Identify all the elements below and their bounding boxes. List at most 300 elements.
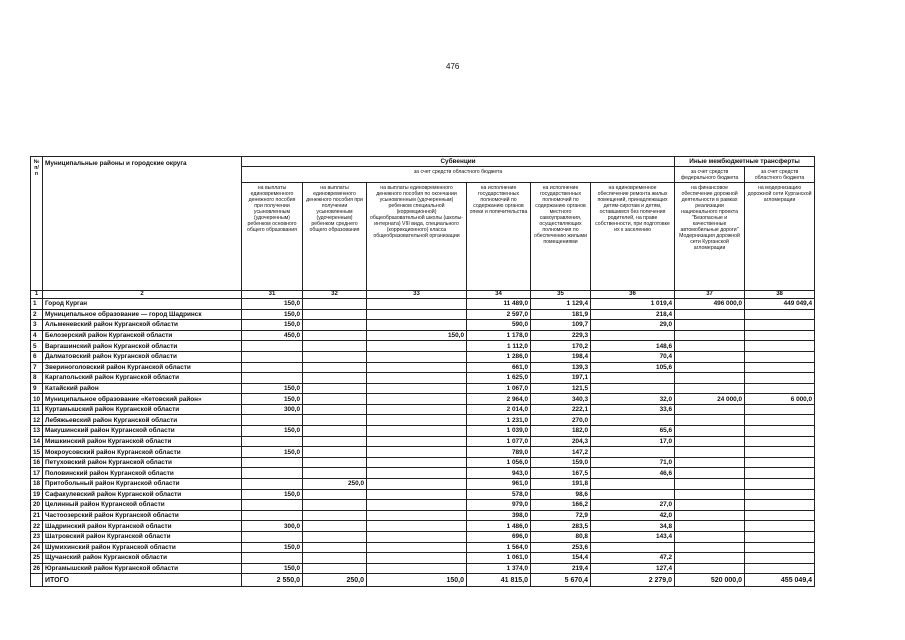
amount-cell: [591, 373, 675, 384]
amount-cell: [367, 404, 467, 415]
total-value: 250,0: [303, 574, 367, 587]
amount-cell: 218,4: [591, 309, 675, 320]
amount-cell: 1 286,0: [467, 351, 531, 362]
amount-cell: [367, 436, 467, 447]
table-row: [31, 426, 815, 437]
amount-cell: 71,0: [591, 457, 675, 468]
amount-cell: [675, 468, 745, 479]
amount-cell: 197,1: [531, 373, 591, 384]
amount-cell: 150,0: [242, 320, 303, 331]
amount-cell: [591, 542, 675, 553]
column-header: на выплаты единовременного денежного пособия по окончании усыновленным (удочеренным) ребенком специальной (коррекционной) общеобразовательной школы (школы-интерната) VIII вида, специального (коррекционного) класса общеобразовательной организации: [367, 182, 467, 290]
amount-cell: 150,0: [242, 489, 303, 500]
municipality-name: Шатровский район Курганской области: [43, 532, 242, 543]
table-row: [31, 362, 815, 373]
table-row: [31, 330, 815, 341]
municipality-name: Притобольный район Курганской области: [43, 479, 242, 490]
municipality-name: Шадринский район Курганской области: [43, 521, 242, 532]
amount-cell: [242, 436, 303, 447]
table-row: [31, 351, 815, 362]
total-value: 41 815,0: [467, 574, 531, 587]
table-row: [31, 394, 815, 405]
amount-cell: [745, 542, 815, 553]
column-number: 33: [367, 290, 467, 298]
page-number: 476: [446, 62, 460, 71]
municipality-name: Альменевский район Курганской области: [43, 320, 242, 331]
column-number: 32: [303, 290, 367, 298]
amount-cell: [242, 510, 303, 521]
row-number: 21: [31, 510, 43, 521]
federal-budget-header: за счет средств федерального бюджета: [675, 167, 745, 183]
amount-cell: [745, 553, 815, 564]
amount-cell: [303, 542, 367, 553]
column-number: 38: [745, 290, 815, 298]
amount-cell: 65,6: [591, 426, 675, 437]
amount-cell: [675, 553, 745, 564]
amount-cell: 1 077,0: [467, 436, 531, 447]
amount-cell: [675, 542, 745, 553]
amount-cell: [303, 341, 367, 352]
column-number-row: [31, 290, 815, 298]
amount-cell: [367, 320, 467, 331]
amount-cell: [242, 362, 303, 373]
amount-cell: [303, 500, 367, 511]
amount-cell: 222,1: [531, 404, 591, 415]
municipality-name: Половинский район Курганской области: [43, 468, 242, 479]
municipality-name: Муниципальное образование — город Шадринск: [43, 309, 242, 320]
amount-cell: [303, 447, 367, 458]
row-number: 18: [31, 479, 43, 490]
amount-cell: 24 000,0: [675, 394, 745, 405]
amount-cell: [367, 521, 467, 532]
amount-cell: [303, 298, 367, 309]
table-body: [31, 298, 815, 573]
table-row: [31, 457, 815, 468]
amount-cell: [745, 415, 815, 426]
amount-cell: 47,2: [591, 553, 675, 564]
amount-cell: 1 564,0: [467, 542, 531, 553]
amount-cell: [675, 521, 745, 532]
amount-cell: 578,0: [467, 489, 531, 500]
amount-cell: [367, 553, 467, 564]
amount-cell: [303, 436, 367, 447]
amount-cell: 1 374,0: [467, 563, 531, 574]
amount-cell: 961,0: [467, 479, 531, 490]
amount-cell: 1 056,0: [467, 457, 531, 468]
amount-cell: [745, 404, 815, 415]
amount-cell: [675, 447, 745, 458]
amount-cell: [367, 415, 467, 426]
amount-cell: 143,4: [591, 532, 675, 543]
column-number: 36: [591, 290, 675, 298]
amount-cell: [675, 320, 745, 331]
row-number: 12: [31, 415, 43, 426]
amount-cell: 148,6: [591, 341, 675, 352]
amount-cell: 696,0: [467, 532, 531, 543]
amount-cell: [675, 373, 745, 384]
amount-cell: 450,0: [242, 330, 303, 341]
amount-cell: [367, 309, 467, 320]
amount-cell: [303, 320, 367, 331]
table-row: [31, 383, 815, 394]
amount-cell: [367, 532, 467, 543]
table-row: [31, 404, 815, 415]
total-value: 2 279,0: [591, 574, 675, 587]
municipality-name: Мокроусовский район Курганской области: [43, 447, 242, 458]
amount-cell: [303, 330, 367, 341]
amount-cell: [303, 373, 367, 384]
amount-cell: 150,0: [242, 426, 303, 437]
amount-cell: [675, 510, 745, 521]
table-row: [31, 320, 815, 331]
subventions-header: Субвенции: [242, 157, 675, 167]
amount-cell: 29,0: [591, 320, 675, 331]
amount-cell: [303, 309, 367, 320]
amount-cell: 154,4: [531, 553, 591, 564]
regional-budget-header-2: за счет средств областного бюджета: [745, 167, 815, 183]
total-value: 2 550,0: [242, 574, 303, 587]
name-header: Муниципальные районы и городские округа: [43, 157, 242, 291]
column-number: 37: [675, 290, 745, 298]
amount-cell: [303, 510, 367, 521]
amount-cell: [303, 489, 367, 500]
amount-cell: [675, 426, 745, 437]
amount-cell: 6 000,0: [745, 394, 815, 405]
amount-cell: 1 178,0: [467, 330, 531, 341]
row-number: 4: [31, 330, 43, 341]
amount-cell: [675, 532, 745, 543]
municipality-name: Муниципальное образование «Кетовский район»: [43, 394, 242, 405]
amount-cell: [367, 542, 467, 553]
amount-cell: 72,9: [531, 510, 591, 521]
other-transfers-header: Иные межбюджетные трансферты: [675, 157, 815, 167]
amount-cell: 27,0: [591, 500, 675, 511]
amount-cell: [675, 341, 745, 352]
amount-cell: 340,3: [531, 394, 591, 405]
amount-cell: 198,4: [531, 351, 591, 362]
municipality-name: Петуховский район Курганской области: [43, 457, 242, 468]
row-number: 15: [31, 447, 43, 458]
amount-cell: 449 049,4: [745, 298, 815, 309]
amount-cell: 229,3: [531, 330, 591, 341]
table-row: [31, 542, 815, 553]
column-number: 31: [242, 290, 303, 298]
amount-cell: [675, 500, 745, 511]
amount-cell: 150,0: [367, 330, 467, 341]
row-number: 26: [31, 563, 43, 574]
amount-cell: [367, 341, 467, 352]
amount-cell: 150,0: [242, 383, 303, 394]
amount-cell: [303, 351, 367, 362]
municipality-name: Куртамышский район Курганской области: [43, 404, 242, 415]
column-number: 35: [531, 290, 591, 298]
table-row: [31, 500, 815, 511]
amount-cell: 191,8: [531, 479, 591, 490]
amount-cell: 150,0: [242, 563, 303, 574]
amount-cell: 2 964,0: [467, 394, 531, 405]
column-header: на модернизацию дорожной сети Курганской агломерации: [745, 182, 815, 290]
amount-cell: [367, 489, 467, 500]
municipality-name: Шумихинский район Курганской области: [43, 542, 242, 553]
amount-cell: 167,5: [531, 468, 591, 479]
municipality-name: Варгашинский район Курганской области: [43, 341, 242, 352]
amount-cell: [367, 447, 467, 458]
amount-cell: 1 112,0: [467, 341, 531, 352]
amount-cell: [745, 362, 815, 373]
amount-cell: 181,9: [531, 309, 591, 320]
total-value: 455 049,4: [745, 574, 815, 587]
amount-cell: 42,0: [591, 510, 675, 521]
column-number: 2: [43, 290, 242, 298]
table-row: [31, 415, 815, 426]
amount-cell: [367, 351, 467, 362]
amount-cell: 2 014,0: [467, 404, 531, 415]
table-row: [31, 309, 815, 320]
amount-cell: 182,0: [531, 426, 591, 437]
total-value: 150,0: [367, 574, 467, 587]
row-number: 16: [31, 457, 43, 468]
municipality-name: Щучанский район Курганской области: [43, 553, 242, 564]
total-value: 5 670,4: [531, 574, 591, 587]
amount-cell: [591, 383, 675, 394]
row-number: 6: [31, 351, 43, 362]
total-row: [31, 574, 815, 587]
amount-cell: 270,0: [531, 415, 591, 426]
amount-cell: 127,4: [591, 563, 675, 574]
amount-cell: 150,0: [242, 298, 303, 309]
column-header: на исполнение государственных полномочий по содержанию органов местного самоуправления, осуществляющих полномочия по обеспечению жилыми помещениями: [531, 182, 591, 290]
amount-cell: 34,8: [591, 521, 675, 532]
amount-cell: [242, 415, 303, 426]
amount-cell: [242, 373, 303, 384]
municipality-name: Целинный район Курганской области: [43, 500, 242, 511]
amount-cell: [745, 426, 815, 437]
municipality-name: Лебяжьевский район Курганской области: [43, 415, 242, 426]
amount-cell: [675, 330, 745, 341]
row-number: 11: [31, 404, 43, 415]
amount-cell: 150,0: [242, 542, 303, 553]
amount-cell: 98,6: [531, 489, 591, 500]
municipality-name: Далматовский район Курганской области: [43, 351, 242, 362]
row-number: 22: [31, 521, 43, 532]
amount-cell: [591, 489, 675, 500]
amount-cell: 943,0: [467, 468, 531, 479]
num-header: № п/п: [31, 157, 43, 291]
amount-cell: 204,3: [531, 436, 591, 447]
row-number: 3: [31, 320, 43, 331]
table-row: [31, 553, 815, 564]
row-number: 10: [31, 394, 43, 405]
table-row: [31, 510, 815, 521]
amount-cell: [745, 468, 815, 479]
amount-cell: 121,5: [531, 383, 591, 394]
amount-cell: [303, 426, 367, 437]
amount-cell: [591, 415, 675, 426]
amount-cell: [303, 362, 367, 373]
amount-cell: [745, 479, 815, 490]
amount-cell: 105,6: [591, 362, 675, 373]
table-row: [31, 298, 815, 309]
amount-cell: [367, 479, 467, 490]
column-header: на исполнение государственных полномочий по содержанию органов опеки и попечительства: [467, 182, 531, 290]
amount-cell: [745, 383, 815, 394]
municipality-name: Сафакулевский район Курганской области: [43, 489, 242, 500]
table-row: [31, 341, 815, 352]
amount-cell: [242, 532, 303, 543]
amount-cell: 150,0: [242, 309, 303, 320]
amount-cell: [745, 373, 815, 384]
amount-cell: [303, 532, 367, 543]
amount-cell: [367, 457, 467, 468]
row-number: 8: [31, 373, 43, 384]
municipality-name: Макушинский район Курганской области: [43, 426, 242, 437]
budget-table: [30, 156, 815, 587]
amount-cell: 11 489,0: [467, 298, 531, 309]
amount-cell: 283,5: [531, 521, 591, 532]
column-header: на единовременное обеспечение ремонта жилых помещений, принадлежащих детям-сиротам и детям, оставшимся без попечения родителей, на праве собственности, при подготовке их к заселению: [591, 182, 675, 290]
amount-cell: [303, 468, 367, 479]
amount-cell: 300,0: [242, 404, 303, 415]
table-row: [31, 373, 815, 384]
amount-cell: 789,0: [467, 447, 531, 458]
amount-cell: 159,0: [531, 457, 591, 468]
row-number: 13: [31, 426, 43, 437]
amount-cell: 150,0: [242, 394, 303, 405]
amount-cell: [242, 479, 303, 490]
regional-budget-header: за счет средств областного бюджета: [242, 167, 675, 183]
amount-cell: 2 597,0: [467, 309, 531, 320]
amount-cell: 32,0: [591, 394, 675, 405]
amount-cell: 46,6: [591, 468, 675, 479]
amount-cell: 17,0: [591, 436, 675, 447]
amount-cell: [367, 373, 467, 384]
table-row: [31, 521, 815, 532]
amount-cell: [675, 563, 745, 574]
amount-cell: 109,7: [531, 320, 591, 331]
municipality-name: Звериноголовский район Курганской области: [43, 362, 242, 373]
amount-cell: 250,0: [303, 479, 367, 490]
municipality-name: Юргамышский район Курганской области: [43, 563, 242, 574]
row-number: 19: [31, 489, 43, 500]
row-number: 9: [31, 383, 43, 394]
row-number: 25: [31, 553, 43, 564]
row-number: 23: [31, 532, 43, 543]
table-row: [31, 532, 815, 543]
amount-cell: 1 486,0: [467, 521, 531, 532]
column-header: на выплаты единовременного денежного пособия при получении усыновленным (удочеренным) ребенком среднего общего образования: [303, 182, 367, 290]
amount-cell: 1 039,0: [467, 426, 531, 437]
amount-cell: [745, 489, 815, 500]
amount-cell: 219,4: [531, 563, 591, 574]
amount-cell: 147,2: [531, 447, 591, 458]
amount-cell: [303, 404, 367, 415]
amount-cell: [745, 351, 815, 362]
amount-cell: [367, 394, 467, 405]
amount-cell: [367, 298, 467, 309]
amount-cell: 979,0: [467, 500, 531, 511]
amount-cell: [745, 341, 815, 352]
table-row: [31, 436, 815, 447]
amount-cell: [745, 320, 815, 331]
row-number: 24: [31, 542, 43, 553]
amount-cell: [591, 447, 675, 458]
amount-cell: [745, 532, 815, 543]
amount-cell: [675, 404, 745, 415]
amount-cell: [242, 457, 303, 468]
amount-cell: [745, 436, 815, 447]
amount-cell: [303, 563, 367, 574]
municipality-name: Каргапольский район Курганской области: [43, 373, 242, 384]
row-number: 5: [31, 341, 43, 352]
row-number: 1: [31, 298, 43, 309]
municipality-name: Частоозерский район Курганской области: [43, 510, 242, 521]
amount-cell: [675, 457, 745, 468]
amount-cell: 1 129,4: [531, 298, 591, 309]
column-number: 1: [31, 290, 43, 298]
table-row: [31, 479, 815, 490]
amount-cell: [745, 521, 815, 532]
amount-cell: [303, 394, 367, 405]
amount-cell: 590,0: [467, 320, 531, 331]
amount-cell: [745, 309, 815, 320]
amount-cell: 33,6: [591, 404, 675, 415]
table-row: [31, 563, 815, 574]
amount-cell: [675, 383, 745, 394]
amount-cell: [242, 351, 303, 362]
amount-cell: 139,3: [531, 362, 591, 373]
column-number: 34: [467, 290, 531, 298]
amount-cell: [242, 341, 303, 352]
municipality-name: Мишкинский район Курганской области: [43, 436, 242, 447]
row-number: 7: [31, 362, 43, 373]
amount-cell: 80,8: [531, 532, 591, 543]
amount-cell: [303, 521, 367, 532]
amount-cell: [367, 468, 467, 479]
amount-cell: 253,6: [531, 542, 591, 553]
municipality-name: Белозерский район Курганской области: [43, 330, 242, 341]
amount-cell: [367, 510, 467, 521]
amount-cell: [675, 351, 745, 362]
amount-cell: 1 019,4: [591, 298, 675, 309]
amount-cell: 496 000,0: [675, 298, 745, 309]
amount-cell: [745, 447, 815, 458]
column-header: на выплаты единовременного денежного пособия при получении усыновленным (удочеренным) ребенком основного общего образования: [242, 182, 303, 290]
amount-cell: [675, 362, 745, 373]
municipality-name: Катайский район: [43, 383, 242, 394]
amount-cell: [367, 426, 467, 437]
amount-cell: 150,0: [242, 447, 303, 458]
amount-cell: 1 061,0: [467, 553, 531, 564]
amount-cell: [675, 436, 745, 447]
amount-cell: [242, 500, 303, 511]
amount-cell: [367, 362, 467, 373]
amount-cell: 1 067,0: [467, 383, 531, 394]
amount-cell: [745, 500, 815, 511]
municipality-name: Город Курган: [43, 298, 242, 309]
row-number: 17: [31, 468, 43, 479]
amount-cell: [675, 489, 745, 500]
amount-cell: [745, 457, 815, 468]
amount-cell: [675, 415, 745, 426]
row-number: 2: [31, 309, 43, 320]
row-number: 20: [31, 500, 43, 511]
amount-cell: [745, 510, 815, 521]
amount-cell: [242, 468, 303, 479]
amount-cell: 1 231,0: [467, 415, 531, 426]
amount-cell: [745, 330, 815, 341]
row-number: 14: [31, 436, 43, 447]
amount-cell: [303, 553, 367, 564]
